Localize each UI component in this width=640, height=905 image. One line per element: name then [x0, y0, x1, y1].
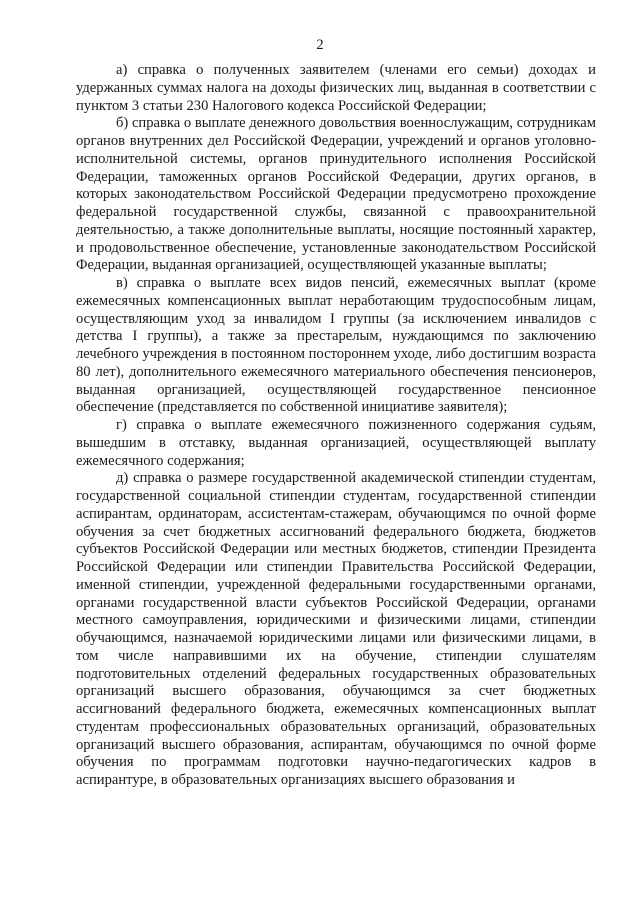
paragraph-g: г) справка о выплате ежемесячного пожизненного содержания судьям, вышедшим в отставку, выданная организацией, осуществляющей выплату ежемесячного содержания; — [76, 417, 596, 469]
paragraph-d: д) справка о размере государственной академической стипендии студентам, государственной социальной стипендии студентам, государственной стипендии аспирантам, ординаторам, ассистентам-стажерам, обучающимся по очной форме обучения за счет бюджетных ассигнований федерального бюджета, бюджетов субъектов Российской Федерации или местных бюджетов, стипендии Президента Российской Федерации или стипендии Правительства Российской Федерации, именной стипендии, учрежденной федеральными государственными органами, органами государственной власти субъектов Российской Федерации, органами местного самоуправления, юридическими и физическими лицами, стипендии обучающимся, назначаемой юридическими лицами или физическими лицами, в том числе направившими их на обучение, стипендии слушателям подготовительных отделений федеральных государственных образовательных организаций высшего образования, обучающимся за счет бюджетных ассигнований федерального бюджета, ежемесячных компенсационных выплат студентам профессиональных образовательных организаций, образовательных организаций высшего образования, аспирантам, обучающимся по очной форме обучения по программам подготовки научно-педагогических кадров в аспирантуре, в образовательных организациях высшего образования и — [76, 470, 596, 788]
document-body — [76, 62, 596, 790]
paragraph-v: в) справка о выплате всех видов пенсий, ежемесячных выплат (кроме ежемесячных компенсационных выплат неработающим трудоспособным лицам, осуществляющим уход за инвалидом I группы (за исключением инвалидов с детства I группы), а также за престарелым, нуждающимся по заключению лечебного учреждения в постоянном постороннем уходе, либо достигшим возраста 80 лет), дополнительного ежемесячного материального обеспечения пенсионеров, выданная организацией, осуществляющей государственное пенсионное обеспечение (представляется по собственной инициативе заявителя); — [76, 275, 597, 416]
paragraph-b: б) справка о выплате денежного довольствия военнослужащим, сотрудникам органов внутренних дел Российской Федерации, учреждений и органов уголовно-исполнительной системы, органов принудительного исполнения Российской Федерации, таможенных органов Российской Федерации, других органов, в которых законодательством Российской Федерации предусмотрено прохождение федеральной государственной службы, связанной с правоохранительной деятельностью, а также дополнительные выплаты, носящие постоянный характер, и продовольственное обеспечение, установленные законодательством Российской Федерации, выданная организацией, осуществляющей указанные выплаты; — [76, 115, 596, 274]
page-number: 2 — [316, 37, 324, 53]
paragraph-a: а) справка о полученных заявителем (членами его семьи) доходах и удержанных суммах налога на доходы физических лиц, выданная в соответствии с пунктом 3 статьи 230 Налогового кодекса Российской Федерации; — [76, 62, 596, 114]
